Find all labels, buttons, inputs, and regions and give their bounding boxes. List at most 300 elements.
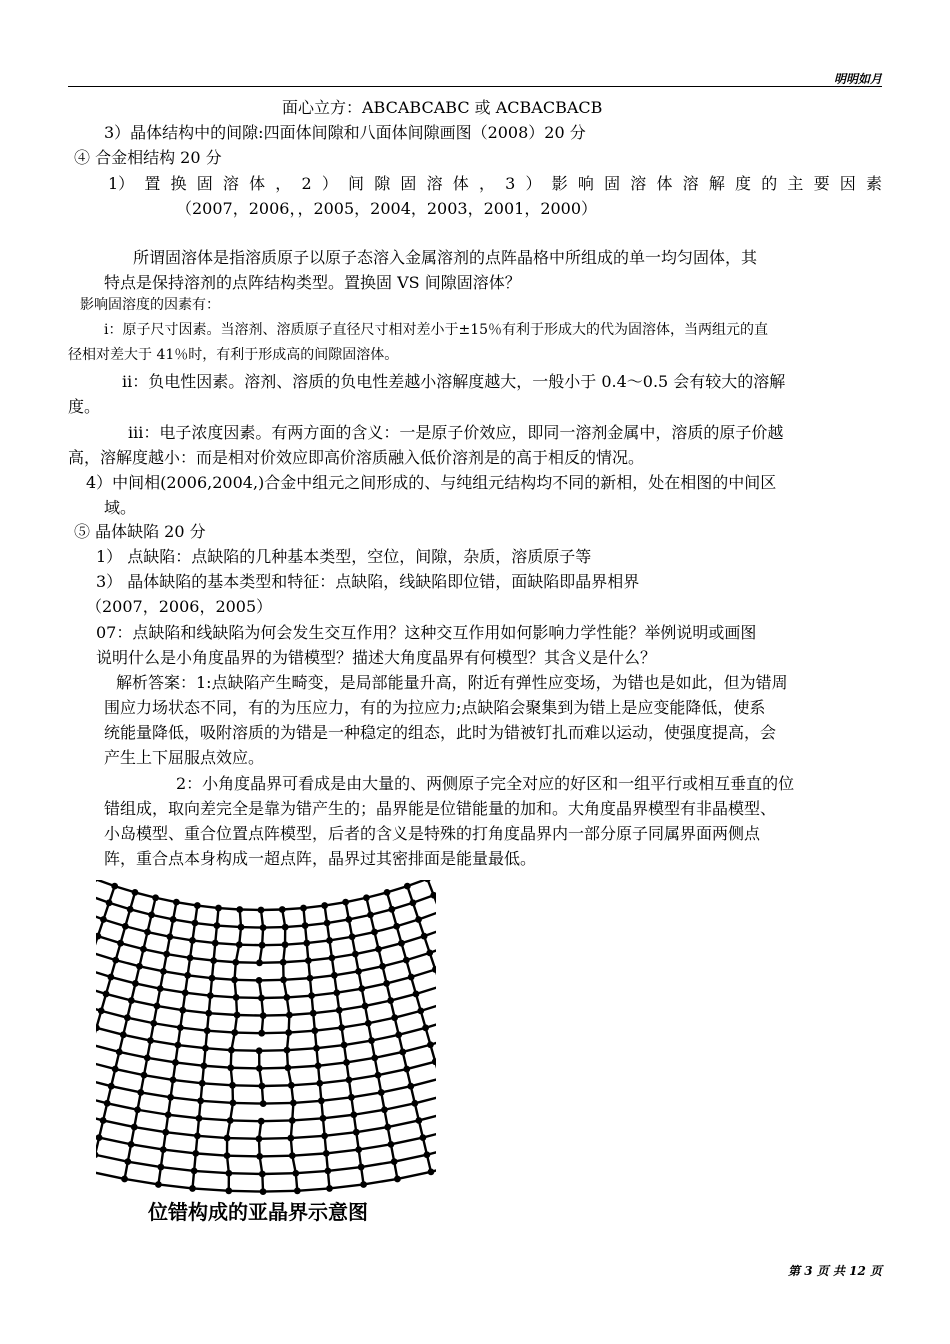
lattice-bond-horizontal [359,1144,391,1149]
lattice-bond-horizontal [307,940,330,943]
lattice-bond-horizontal [98,936,121,943]
paragraph-line: 产生上下屈服点效应。 [104,748,265,767]
lattice-atom [144,929,151,936]
header-rule [68,86,882,87]
lattice-bond-horizontal [190,958,214,961]
lattice-atom [313,1045,320,1052]
lattice-atom [260,1188,267,1195]
lattice-bond-horizontal [316,1045,344,1048]
lattice-bond-horizontal [361,1162,394,1167]
text-char: 响 [577,174,594,193]
lattice-atom [116,1049,123,1056]
lattice-atom [191,1168,198,1175]
lattice-atom [371,929,378,936]
lattice-atom [259,1083,266,1090]
lattice-atom [227,1064,234,1071]
lattice-atom [229,1082,236,1089]
lattice-atom [258,1118,265,1125]
lattice-atom [213,922,220,929]
lattice-atom [227,1117,234,1124]
lattice-atom [132,980,139,987]
lattice-atom [256,959,263,966]
lattice-bond-horizontal [101,1011,127,1018]
lattice-atom [315,1062,322,1069]
lattice-atom [424,1151,431,1158]
lattice-atom [170,916,177,923]
lattice-bond-horizontal [354,1110,385,1115]
lattice-bond-horizontal [383,960,407,966]
lattice-atom [305,957,312,964]
text-char: 1） [108,174,135,193]
lattice-bond-horizontal [239,945,262,946]
lattice-atom [342,899,349,906]
lattice-atom [96,1024,100,1031]
paragraph-line: ⅲ：电子浓度因素。有两方面的含义：一是原子价效应，即同一溶剂金属中，溶质的原子价越 [128,423,784,442]
lattice-atom [432,1058,436,1065]
lattice-atom [232,959,239,966]
lattice-atom [321,1132,328,1139]
lattice-bond-horizontal [291,1083,319,1085]
lattice-bond-horizontal [143,949,166,954]
lattice-atom [165,1111,172,1118]
lattice-bond-horizontal [229,1191,263,1192]
lattice-atom [258,907,265,914]
lattice-atom [128,1141,135,1148]
text-char: 解 [708,174,725,193]
lattice-bond-horizontal [293,1101,321,1103]
lattice-atom [260,1012,267,1019]
section-heading-defects: ⑤ 晶体缺陷 20 分 [74,522,206,541]
lattice-atom [375,946,382,953]
text-line-defect-types: 3） 晶体缺陷的基本类型和特征：点缺陷，线缺陷即位错，面缺陷即晶界相界 [96,572,640,591]
lattice-atom [184,972,191,979]
lattice-bond-horizontal [411,970,435,978]
lattice-bond-horizontal [259,1050,287,1051]
lattice-atom [210,957,217,964]
lattice-atom [170,1076,177,1083]
lattice-atom [338,1024,345,1031]
lattice-bond-horizontal [399,1028,426,1035]
lattice-bond-horizontal [196,1153,227,1155]
lattice-atom [336,1007,343,1014]
text-char: 溶 [630,174,647,193]
lattice-bond-horizontal [263,1015,289,1016]
lattice-bond-horizontal [121,943,144,949]
lattice-bond-horizontal [231,1068,260,1069]
lattice-bond-horizontal [168,1115,199,1119]
lattice-atom [192,920,199,927]
lattice-atom [368,1037,375,1044]
paragraph-line: ⅱ：负电性因素。溶剂、溶质的负电性差越小溶解度越大，一般小于 0.4～0.5 会有较大的溶解 [122,372,786,391]
lattice-atom [311,1027,318,1034]
lattice-atom [289,1152,296,1159]
lattice-bond-horizontal [328,1167,361,1171]
lattice-atom [155,1181,162,1188]
lattice-atom [387,997,394,1004]
lattice-atom [292,1170,299,1177]
text-line-solid-solution-types [108,172,882,196]
text-char: 体 [656,174,673,193]
lattice-bond-horizontal [106,994,131,1001]
lattice-bond-horizontal [135,983,160,988]
lattice-atom [199,1080,206,1087]
paragraph-line: 特点是保持溶剂的点阵结构类型。置换固 VS 间隙固溶体？ [104,273,521,292]
lattice-atom [100,1117,107,1124]
text-char: 影 [551,174,568,193]
lattice-bond-horizontal [337,989,362,993]
lattice-atom [384,889,391,896]
lattice-atom [378,1089,385,1096]
lattice-bond-horizontal [263,1103,293,1104]
lattice-bond-horizontal [325,1132,357,1136]
lattice-atom [398,940,405,947]
lattice-atom [258,1030,265,1037]
lattice-atom [236,941,243,948]
lattice-atom [326,1185,333,1192]
lattice-atom [289,1117,296,1124]
lattice-atom [355,1146,362,1153]
paragraph-line: ⅰ：原子尺寸因素。当溶剂、溶质原子直径尺寸相对差小于±15％有利于形成大的代为固溶体，当两组元的直 [104,322,769,338]
lattice-bond-horizontal [230,1120,261,1121]
lattice-atom [341,1042,348,1049]
lattice-bond-horizontal [96,1028,123,1035]
lattice-atom [160,968,167,975]
lattice-bond-horizontal [397,1172,431,1179]
lattice-atom [391,1158,398,1165]
lattice-bond-horizontal [111,1086,141,1092]
lattice-bond-horizontal [96,1155,128,1162]
text-char: 素 [865,174,882,193]
lattice-atom [343,1059,350,1066]
text-char: 主 [787,174,804,193]
text-char: 间 [348,174,365,193]
lattice-atom [124,1158,131,1165]
lattice-bond-horizontal [287,1048,317,1050]
lattice-atom [375,1072,382,1079]
text-line-factors: 影响固溶度的因素有： [80,297,220,313]
lattice-bond-horizontal [312,993,337,996]
text-char: 的 [761,174,778,193]
text-char: 溶 [426,174,443,193]
lattice-atom [140,946,147,953]
lattice-atom [284,1047,291,1054]
paragraph-line: 高，溶解度越小：而是相对价效应即高价溶质融入低价溶剂是的高于相反的情况。 [68,448,645,467]
lattice-atom [383,980,390,987]
lattice-atom [283,994,290,1001]
lattice-bond-horizontal [227,1156,260,1157]
lattice-atom [202,1045,209,1052]
lattice-atom [256,1153,263,1160]
lattice-bond-horizontal [125,926,147,932]
lattice-atom [348,1094,355,1101]
lattice-atom [324,1168,331,1175]
lattice-bond-horizontal [209,1013,237,1015]
lattice-bond-horizontal [154,1023,181,1027]
lattice-bond-horizontal [284,978,310,980]
lattice-atom [194,902,201,909]
lattice-atom [192,1150,199,1157]
lattice-atom [310,1010,317,1017]
lattice-atom [432,966,436,973]
lattice-bond-horizontal [261,997,286,998]
text-char: 固 [604,174,621,193]
text-char: ） [525,174,542,193]
lattice-bond-horizontal [287,996,312,998]
text-char: 体 [452,174,469,193]
lattice-atom [302,922,309,929]
lattice-atom [430,892,436,899]
lattice-bond-horizontal [167,954,190,958]
lattice-bond-horizontal [330,1184,364,1188]
lattice-atom [256,1135,263,1142]
lattice-bond-horizontal [259,962,283,963]
lattice-bond-horizontal [119,1052,147,1058]
lattice-atom [318,1097,325,1104]
lattice-atom [224,1152,231,1159]
text-line-fcc: 面心立方：ABCABCABC 或 ACBACBACB [282,98,603,117]
lattice-atom [108,1083,115,1090]
lattice-bond-horizontal [229,1173,262,1174]
lattice-bond-horizontal [201,1101,233,1103]
lattice-atom [215,905,222,912]
lattice-atom [410,899,417,906]
lattice-bond-horizontal [134,1127,165,1132]
lattice-bond-horizontal [115,1069,144,1075]
lattice-bond-horizontal [362,983,387,988]
lattice-bond-horizontal [391,994,416,1001]
lattice-atom [323,1150,330,1157]
lattice-atom [127,906,134,913]
lattice-atom [303,940,310,947]
lattice-bond-horizontal [138,1110,169,1115]
subgrain-boundary-figure [96,880,436,1200]
lattice-atom [167,933,174,940]
lattice-atom [260,1100,267,1107]
lattice-bond-horizontal [175,1062,203,1065]
lattice-atom [324,920,331,927]
figure-caption: 位错构成的亚晶界示意图 [148,1200,368,1224]
lattice-atom [147,1037,154,1044]
paragraph-line: 小岛模型、重合位置点阵模型，后者的含义是特殊的打角度晶界内一部分原子同属界面两侧点 [104,824,761,843]
lattice-bond-horizontal [111,977,136,983]
lattice-atom [172,1059,179,1066]
text-char: 度 [735,174,752,193]
lattice-atom [259,942,266,949]
lattice-bond-horizontal [107,1103,137,1109]
lattice-atom [112,957,119,964]
lattice-atom [399,1049,406,1056]
lattice-atom [358,1164,365,1171]
lattice-atom [137,1089,144,1096]
lattice-atom [408,974,415,981]
lattice-atom [411,1100,418,1107]
lattice-atom [182,989,189,996]
lattice-bond-horizontal [231,1050,259,1051]
lattice-atom [200,1062,207,1069]
lattice-atom [225,1170,232,1177]
lattice-atom [163,951,170,958]
lattice-atom [363,894,370,901]
lattice-bond-horizontal [207,1031,235,1033]
lattice-atom [111,883,118,890]
lattice-atom [98,1007,105,1014]
lattice-atom [258,995,265,1002]
lattice-atom [162,1129,169,1136]
lattice-atom [427,1041,434,1048]
lattice-bond-horizontal [291,1136,325,1138]
lattice-atom [209,975,216,982]
lattice-bond-horizontal [210,996,236,998]
lattice-atom [136,963,143,970]
lattice-bond-horizontal [148,932,170,937]
lattice-bond-horizontal [193,940,216,943]
paragraph-line: 错组成，取向差完全是靠为错产生的；晶界能是位错能量的加和。大角度晶界模型有非晶模型、 [104,799,777,818]
lattice-bond-horizontal [236,962,260,963]
lattice-atom [196,1115,203,1122]
lattice-bond-horizontal [141,1092,171,1097]
lattice-atom [333,989,340,996]
lattice-atom [104,1100,111,1107]
paragraph-line: 所谓固溶体是指溶质原子以原子态溶入金属溶剂的点阵晶格中所组成的单一均匀固体，其 [133,248,758,267]
lattice-atom [167,1094,174,1101]
lattice-atom [231,1029,238,1036]
lattice-bond-horizontal [127,1018,153,1024]
lattice-bond-horizontal [128,1162,161,1167]
lattice-bond-horizontal [199,1118,230,1120]
lattice-bond-horizontal [183,1010,209,1013]
text-char: 溶 [222,174,239,193]
lattice-atom [228,1047,235,1054]
lattice-atom [212,940,219,947]
lattice-atom [280,959,287,966]
lattice-bond-horizontal [262,1033,289,1034]
lattice-bond-horizontal [202,1083,232,1085]
lattice-bond-horizontal [261,1120,292,1121]
lattice-bond-horizontal [217,926,241,928]
lattice-atom [316,1080,323,1087]
lattice-bond-horizontal [372,1035,399,1041]
lattice-atom [426,949,433,956]
lattice-bond-horizontal [292,1118,323,1120]
lattice-bond-horizontal [163,1150,195,1154]
text-char: 隙 [374,174,391,193]
section-heading-alloy: ④ 合金相结构 20 分 [74,148,222,167]
lattice-bond-horizontal [365,1001,391,1006]
text-line-years: （2007，2006，2005） [86,597,273,616]
lattice-bond-horizontal [320,1080,349,1083]
lattice-atom [117,940,124,947]
lattice-atom [391,1014,398,1021]
lattice-atom [189,937,196,944]
lattice-bond-horizontal [178,1045,206,1048]
paragraph-line: 07：点缺陷和线缺陷为何会发生交互作用？这种交互作用如何影响力学性能？举例说明或画图 [96,623,757,642]
text-char: 换 [170,174,187,193]
lattice-bond-horizontal [344,1041,371,1045]
lattice-atom [329,954,336,961]
lattice-atom [107,974,114,981]
lattice-bond-horizontal [116,960,140,966]
lattice-bond-horizontal [147,1058,175,1063]
lattice-bond-horizontal [194,1171,229,1173]
lattice-bond-horizontal [352,932,374,937]
lattice-bond-horizontal [237,1015,263,1016]
header-right-text: 明明如月 [833,72,882,86]
lattice-bond-horizontal [308,958,332,961]
lattice-bond-horizontal [262,945,285,946]
lattice-atom [148,911,155,918]
lattice-atom [286,1012,293,1019]
lattice-atom [187,954,194,961]
text-char: 置 [144,174,161,193]
lattice-atom [326,937,333,944]
lattice-atom [224,1135,231,1142]
lattice-bond-horizontal [96,1172,125,1179]
lattice-bond-horizontal [397,919,419,926]
lattice-atom [194,1132,201,1139]
lattice-atom [131,1124,138,1131]
lattice-atom [360,1181,367,1188]
paragraph-line: 域。 [104,498,137,517]
lattice-atom [422,1024,429,1031]
paragraph-line: 阵，重合点本身构成一超点阵，晶界过其密排面是能量最低。 [104,849,537,868]
lattice-atom [346,1076,353,1083]
lattice-bond-horizontal [161,1167,194,1171]
lattice-bond-horizontal [163,971,187,975]
lattice-bond-horizontal [391,1138,423,1145]
lattice-bond-horizontal [310,975,334,978]
lattice-atom [103,991,110,998]
lattice-atom [134,1106,141,1113]
lattice-atom [381,1106,388,1113]
lattice-atom [120,1031,127,1038]
lattice-atom [238,924,245,931]
lattice-atom [288,1082,295,1089]
lattice-atom [300,905,307,912]
text-char: 固 [196,174,213,193]
lattice-bond-horizontal [378,1069,407,1075]
lattice-bond-horizontal [411,1079,436,1087]
lattice-bond-horizontal [381,1086,411,1092]
lattice-atom [415,916,422,923]
lattice-bond-horizontal [233,1103,263,1104]
lattice-atom [141,1072,148,1079]
lattice-atom [350,1111,357,1118]
lattice-atom [285,1029,292,1036]
lattice-atom [157,1164,164,1171]
lattice-atom [353,1129,360,1136]
lattice-bond-horizontal [388,1120,419,1127]
lattice-atom [388,906,395,913]
lattice-bond-horizontal [259,980,284,981]
lattice-bond-horizontal [123,1035,150,1041]
lattice-atom [285,1064,292,1071]
lattice-atom [403,1066,410,1073]
lattice-atom [175,1042,182,1049]
lattice-atom [121,1176,128,1183]
paragraph-line: 解析答案：1:点缺陷产生畸变，是局部能量升高，附近有弹性应变场，为错也是如此，但为错周 [116,673,788,692]
lattice-atom [124,1014,131,1021]
lattice-bond-horizontal [185,993,210,996]
page-number: 第 3 页 共 12 页 [788,1264,882,1278]
lattice-bond-horizontal [407,1062,435,1069]
lattice-atom [352,951,359,958]
lattice-bond-horizontal [364,1179,398,1185]
lattice-bond-horizontal [262,1173,295,1174]
lattice-bond-horizontal [323,1115,354,1119]
lattice-bond-horizontal [334,971,358,975]
lattice-atom [371,1054,378,1061]
lattice-bond-horizontal [125,1179,159,1185]
